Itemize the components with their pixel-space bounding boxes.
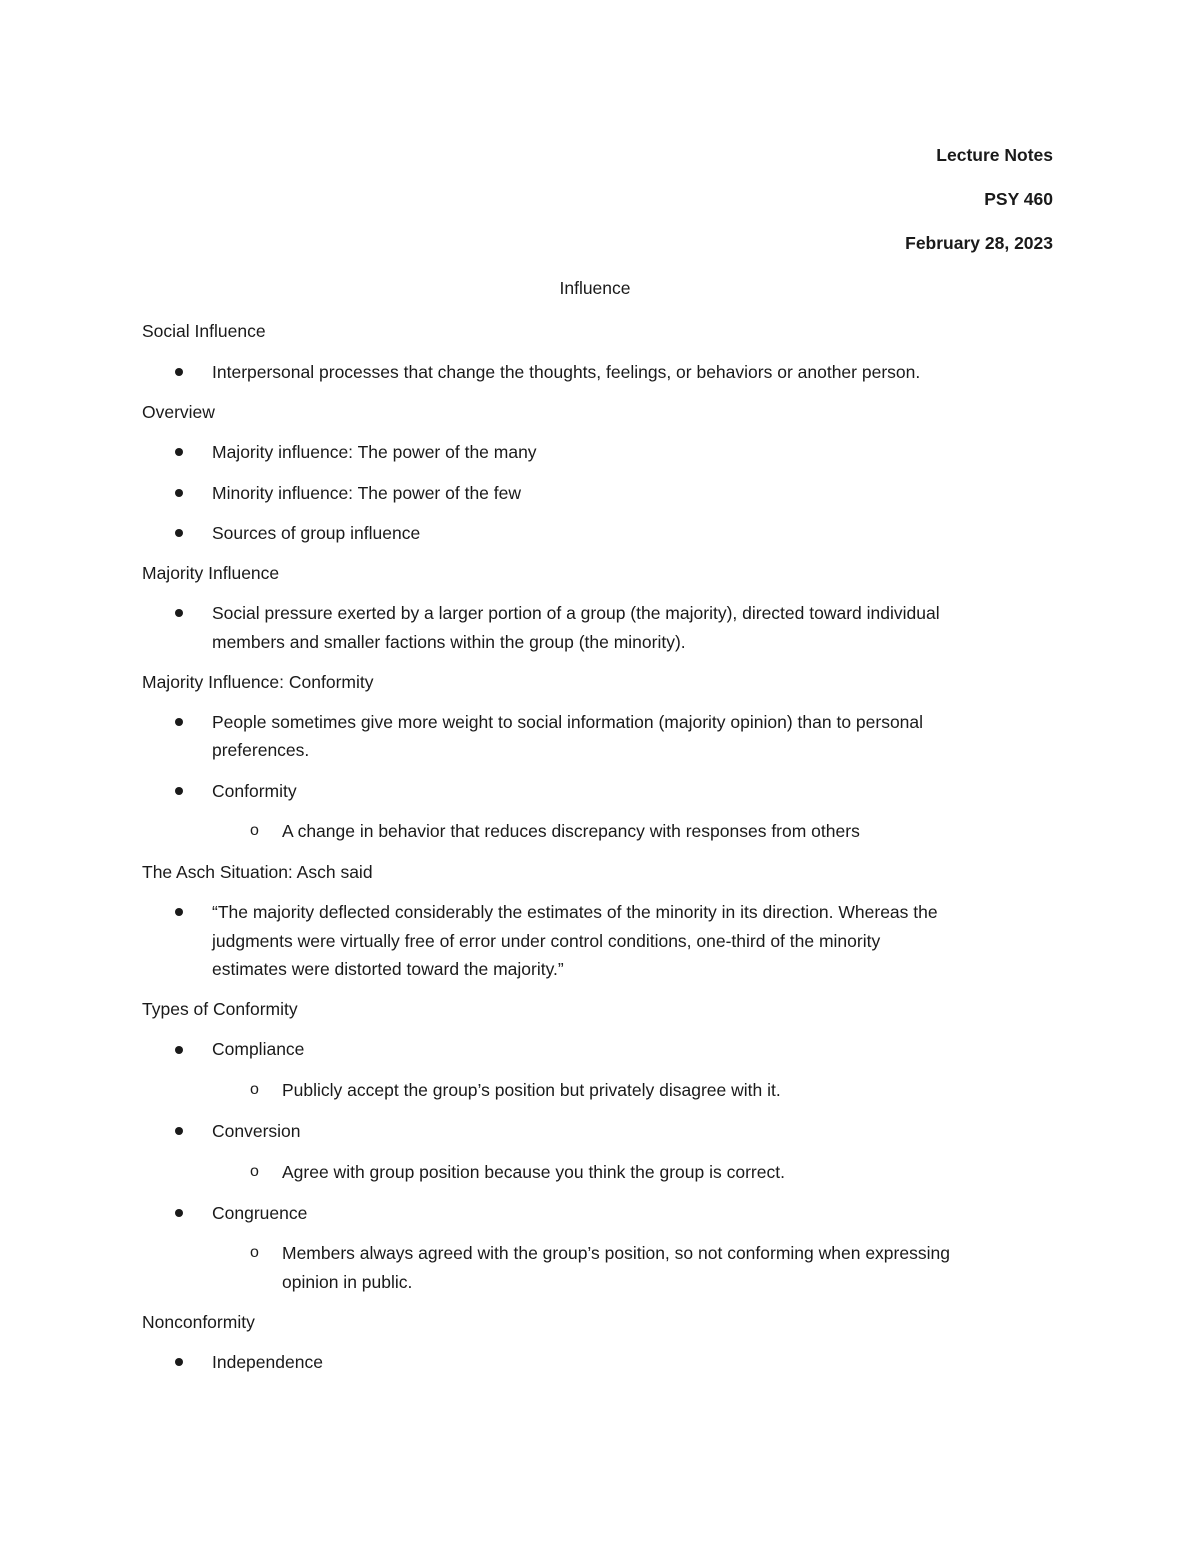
list-item: Congruence	[212, 1203, 308, 1223]
sub-list-item: Publicly accept the group’s position but privately disagree with it.	[282, 1080, 781, 1100]
bullet-icon	[175, 787, 183, 795]
list-item: Majority influence: The power of the many	[212, 442, 537, 462]
list-item: Compliance	[212, 1039, 305, 1059]
header-title: Lecture Notes	[936, 145, 1053, 165]
section-heading-majority-influence: Majority Influence	[142, 563, 280, 583]
section-heading-social-influence: Social Influence	[142, 321, 266, 341]
list-item: Conformity	[212, 781, 297, 801]
list-item: Interpersonal processes that change the thoughts, feelings, or behaviors or another person.	[212, 362, 921, 382]
bullet-icon	[175, 609, 183, 617]
bullet-icon	[175, 529, 183, 537]
bullet-icon	[175, 908, 183, 916]
document-title: Influence	[559, 278, 631, 298]
list-item-line: preferences.	[212, 740, 310, 760]
sub-bullet-marker: o	[250, 1081, 259, 1098]
bullet-icon	[175, 1127, 183, 1135]
bullet-icon	[175, 368, 183, 376]
bullet-icon	[175, 1046, 183, 1054]
bullet-icon	[175, 718, 183, 726]
sub-list-item: Agree with group position because you think the group is correct.	[282, 1162, 785, 1182]
list-item-line: judgments were virtually free of error under control conditions, one-third of the minority	[212, 931, 881, 951]
sub-bullet-marker: o	[250, 1244, 259, 1261]
bullet-icon	[175, 448, 183, 456]
list-item: Sources of group influence	[212, 523, 421, 543]
section-heading-overview: Overview	[142, 402, 215, 422]
list-item-line: Social pressure exerted by a larger portion of a group (the majority), directed toward individual	[212, 603, 940, 623]
bullet-icon	[175, 489, 183, 497]
sub-bullet-marker: o	[250, 1163, 259, 1180]
list-item-line: People sometimes give more weight to social information (majority opinion) than to personal	[212, 712, 924, 732]
header-course: PSY 460	[984, 189, 1053, 209]
list-item: Independence	[212, 1352, 323, 1372]
sub-list-item: A change in behavior that reduces discrepancy with responses from others	[282, 821, 860, 841]
bullet-icon	[175, 1209, 183, 1217]
sub-list-item-line: Members always agreed with the group’s position, so not conforming when expressing	[282, 1243, 950, 1263]
section-heading-conformity: Majority Influence: Conformity	[142, 672, 374, 692]
sub-bullet-marker: o	[250, 822, 259, 839]
bullet-icon	[175, 1358, 183, 1366]
list-item-line: members and smaller factions within the group (the minority).	[212, 632, 686, 652]
list-item: Minority influence: The power of the few	[212, 483, 522, 503]
section-heading-nonconformity: Nonconformity	[142, 1312, 255, 1332]
section-heading-types: Types of Conformity	[142, 999, 298, 1019]
list-item-line: “The majority deflected considerably the estimates of the minority in its direction. Whereas the	[212, 902, 938, 922]
section-heading-asch: The Asch Situation: Asch said	[142, 862, 373, 882]
list-item: Conversion	[212, 1121, 301, 1141]
header-date: February 28, 2023	[905, 233, 1053, 253]
list-item-line: estimates were distorted toward the majority.”	[212, 959, 564, 979]
sub-list-item-line: opinion in public.	[282, 1272, 413, 1292]
